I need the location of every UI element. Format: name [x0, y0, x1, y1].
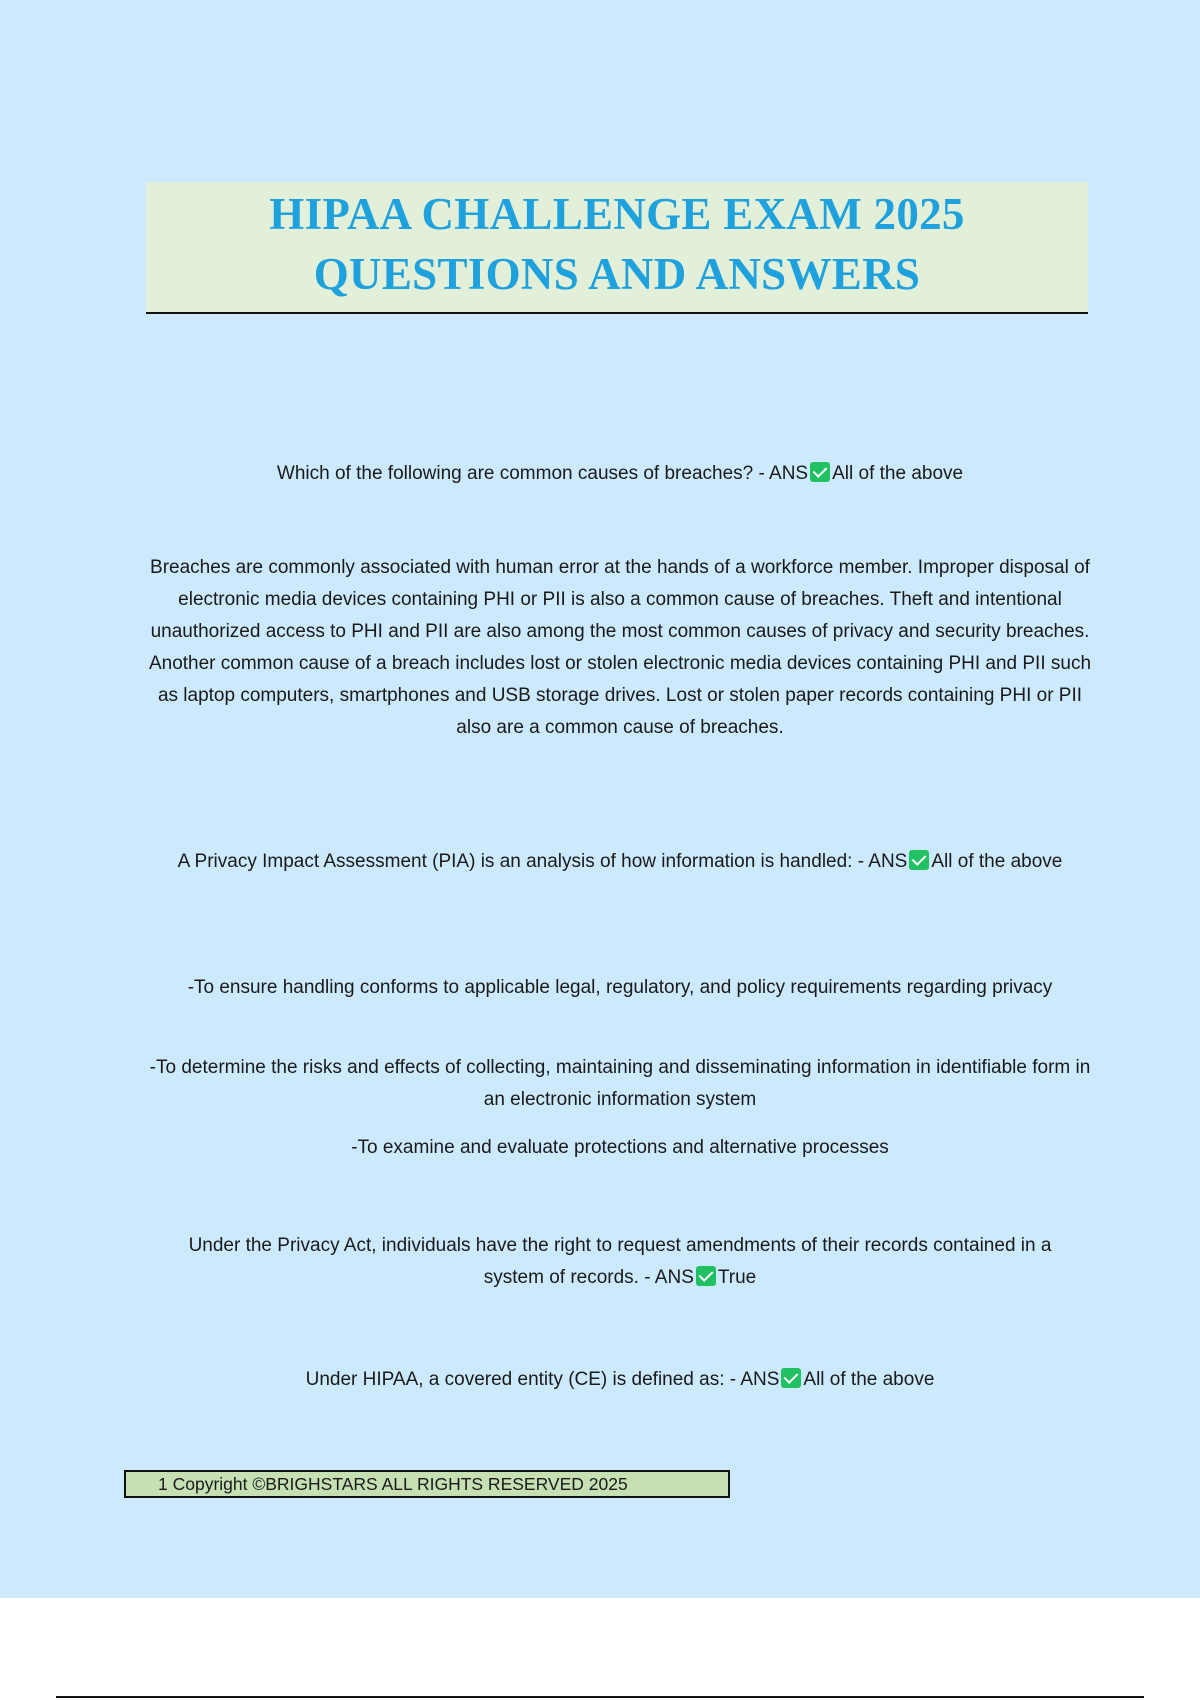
- copyright-footer: [124, 1470, 730, 1498]
- copyright-text: 1 Copyright ©BRIGHSTARS ALL RIGHTS RESERVED 2025: [158, 1474, 628, 1494]
- pia-point-1: [140, 972, 1100, 1004]
- qa-item-4: [140, 1364, 1100, 1396]
- pia-point-3: [140, 1132, 1100, 1164]
- point-text: -To examine and evaluate protections and alternative processes: [351, 1137, 889, 1158]
- point-text: -To ensure handling conforms to applicable legal, regulatory, and policy requirements regarding privacy: [187, 977, 1053, 998]
- check-mark-icon: [781, 1368, 801, 1388]
- question-text: Under HIPAA, a covered entity (CE) is defined as: - ANS: [305, 1369, 780, 1390]
- check-mark-icon: [696, 1266, 716, 1286]
- qa-item-1: [140, 458, 1100, 490]
- answer-text: All of the above: [803, 1369, 935, 1390]
- title-line-1: HIPAA CHALLENGE EXAM 2025: [269, 189, 965, 239]
- document-title: [146, 182, 1088, 304]
- explanation-paragraph: [146, 552, 1094, 744]
- title-line-2: QUESTIONS AND ANSWERS: [313, 249, 921, 299]
- answer-text: All of the above: [931, 851, 1063, 872]
- pia-point-2: [140, 1052, 1100, 1116]
- check-mark-icon: [810, 462, 830, 482]
- answer-text: True: [717, 1267, 757, 1288]
- question-text: Which of the following are common causes of breaches? - ANS: [276, 463, 809, 484]
- check-mark-icon: [909, 850, 929, 870]
- page-separator-line: [56, 1696, 1144, 1698]
- qa-item-3: [170, 1230, 1070, 1294]
- question-text: Under the Privacy Act, individuals have the right to request amendments of their records contained in a system of records. - ANS: [188, 1235, 1052, 1288]
- qa-item-2: [140, 846, 1100, 878]
- point-text: -To determine the risks and effects of collecting, maintaining and disseminating information in identifiable form in an electronic information system: [149, 1057, 1091, 1110]
- question-text: A Privacy Impact Assessment (PIA) is an analysis of how information is handled: - ANS: [177, 851, 908, 872]
- explanation-text: Breaches are commonly associated with human error at the hands of a workforce member. Improper disposal of electronic media devices containing PHI or PII is also a common cause of breaches. Theft and intentional unauthorized access to PHI and PII are also among the most common causes of privacy and security breaches. Another common cause of a breach includes lost or stolen electronic media devices containing PHI and PII such as laptop computers, smartphones and USB storage drives. Lost or stolen paper records containing PHI or PII also are a common cause of breaches.: [148, 557, 1092, 738]
- title-banner: [146, 182, 1088, 314]
- answer-text: All of the above: [832, 463, 964, 484]
